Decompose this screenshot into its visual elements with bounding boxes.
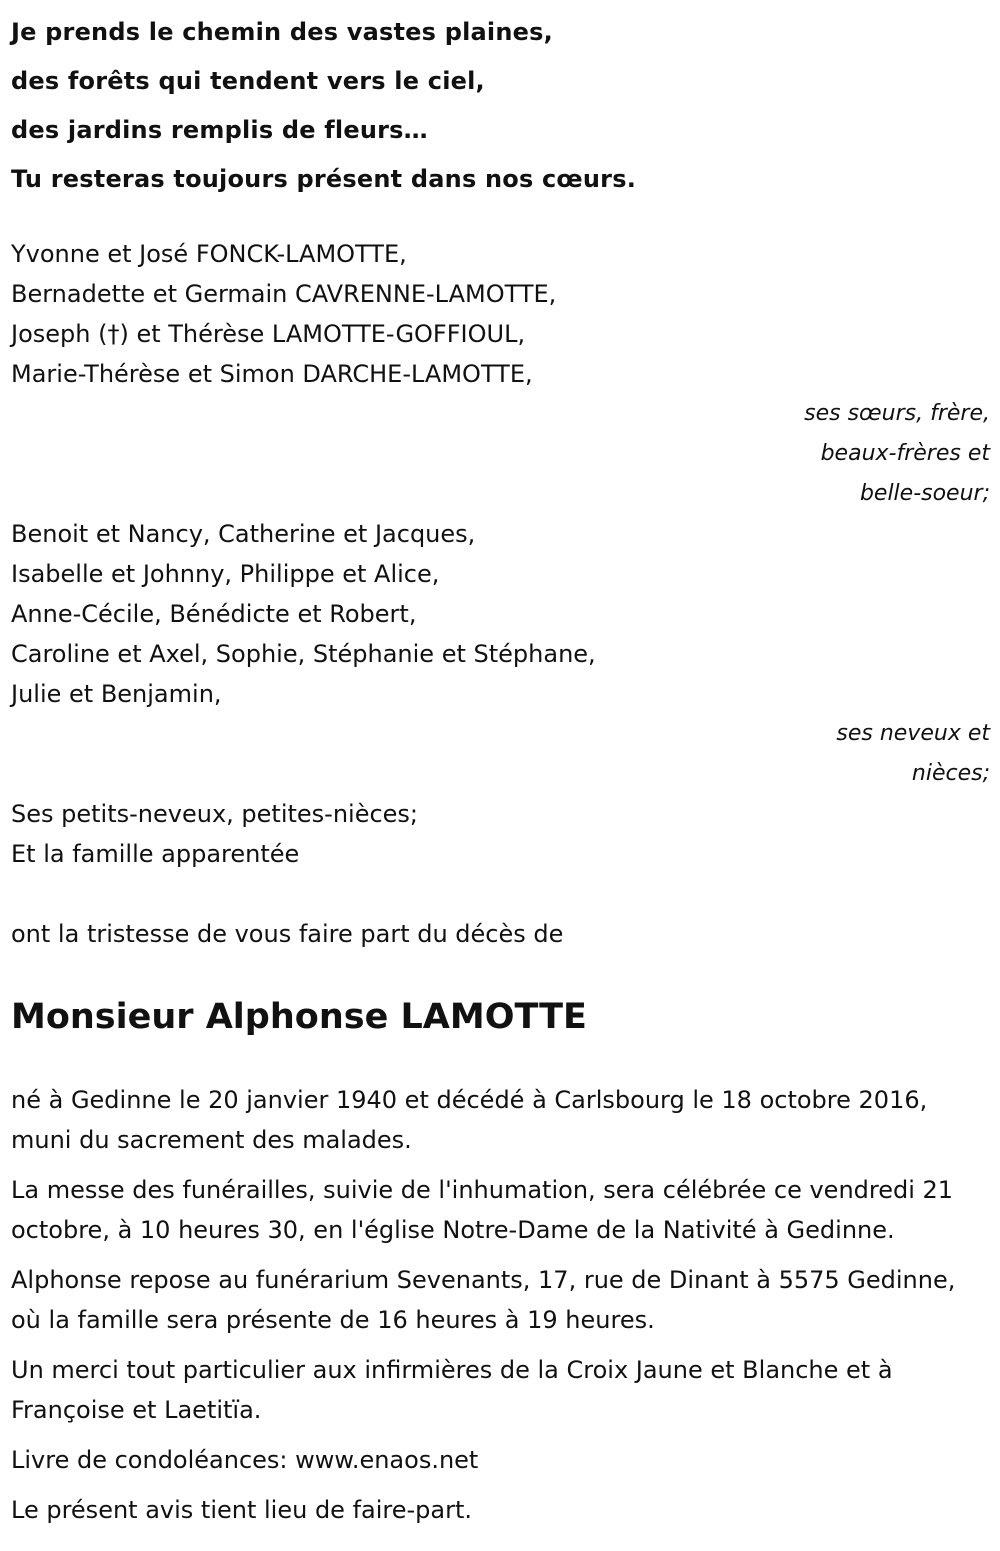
poem-line: Je prends le chemin des vastes plaines, — [11, 18, 553, 46]
announcement-intro: ont la tristesse de vous faire part du décès de — [11, 920, 564, 948]
nephew-line: Julie et Benjamin, — [11, 680, 222, 708]
siblings-relation — [11, 394, 990, 514]
poem-line: Tu resteras toujours présent dans nos cœurs. — [11, 165, 637, 193]
extended-family-block — [11, 794, 990, 874]
siblings-names — [11, 234, 990, 394]
relation-line: nièces; — [911, 761, 990, 786]
sibling-line: Yvonne et José FONCK-LAMOTTE, — [11, 240, 407, 268]
relation-line: beaux-frères et — [820, 441, 990, 466]
relation-line: belle-soeur; — [859, 481, 990, 506]
siblings-block — [11, 234, 990, 514]
nephew-line: Caroline et Axel, Sophie, Stéphanie et Stéphane, — [11, 640, 596, 668]
thanks-paragraph: Un merci tout particulier aux infirmières de la Croix Jaune et Blanche et à Françoise et Laetitïa. — [11, 1356, 893, 1424]
sibling-line: Joseph (†) et Thérèse LAMOTTE-GOFFIOUL, — [11, 320, 526, 348]
nephew-line: Benoit et Nancy, Catherine et Jacques, — [11, 520, 476, 548]
nephew-line: Isabelle et Johnny, Philippe et Alice, — [11, 560, 440, 588]
relation-line: ses sœurs, frère, — [804, 401, 990, 426]
details-block — [11, 1080, 990, 1530]
poem-line: des jardins remplis de fleurs… — [11, 116, 428, 144]
nephews-names — [11, 514, 990, 714]
condolences-paragraph: Livre de condoléances: www.enaos.net — [11, 1446, 479, 1474]
relation-line: ses neveux et — [836, 721, 990, 746]
extended-family-line: Et la famille apparentée — [11, 840, 300, 868]
deceased-name: Monsieur Alphonse LAMOTTE — [11, 997, 587, 1037]
nephews-block — [11, 514, 990, 794]
poem-line: des forêts qui tendent vers le ciel, — [11, 67, 485, 95]
sibling-line: Marie-Thérèse et Simon DARCHE-LAMOTTE, — [11, 360, 533, 388]
funeral-mass-paragraph: La messe des funérailles, suivie de l'inhumation, sera célébrée ce vendredi 21 octobre, à 10 heures 30, en l'église Notre-Dame de la Nativité à Gedinne. — [11, 1176, 954, 1244]
nephew-line: Anne-Cécile, Bénédicte et Robert, — [11, 600, 417, 628]
poem — [11, 0, 990, 204]
sibling-line: Bernadette et Germain CAVRENNE-LAMOTTE, — [11, 280, 557, 308]
nephews-relation — [11, 714, 990, 794]
birth-death-paragraph: né à Gedinne le 20 janvier 1940 et décédé à Carlsbourg le 18 octobre 2016, muni du sacrement des malades. — [11, 1086, 928, 1154]
extended-family-line: Ses petits-neveux, petites-nièces; — [11, 800, 419, 828]
funeral-home-paragraph: Alphonse repose au funérarium Sevenants, 17, rue de Dinant à 5575 Gedinne, où la famille sera présente de 16 heures à 19 heures. — [11, 1266, 956, 1334]
closing-paragraph: Le présent avis tient lieu de faire-part. — [11, 1496, 473, 1524]
